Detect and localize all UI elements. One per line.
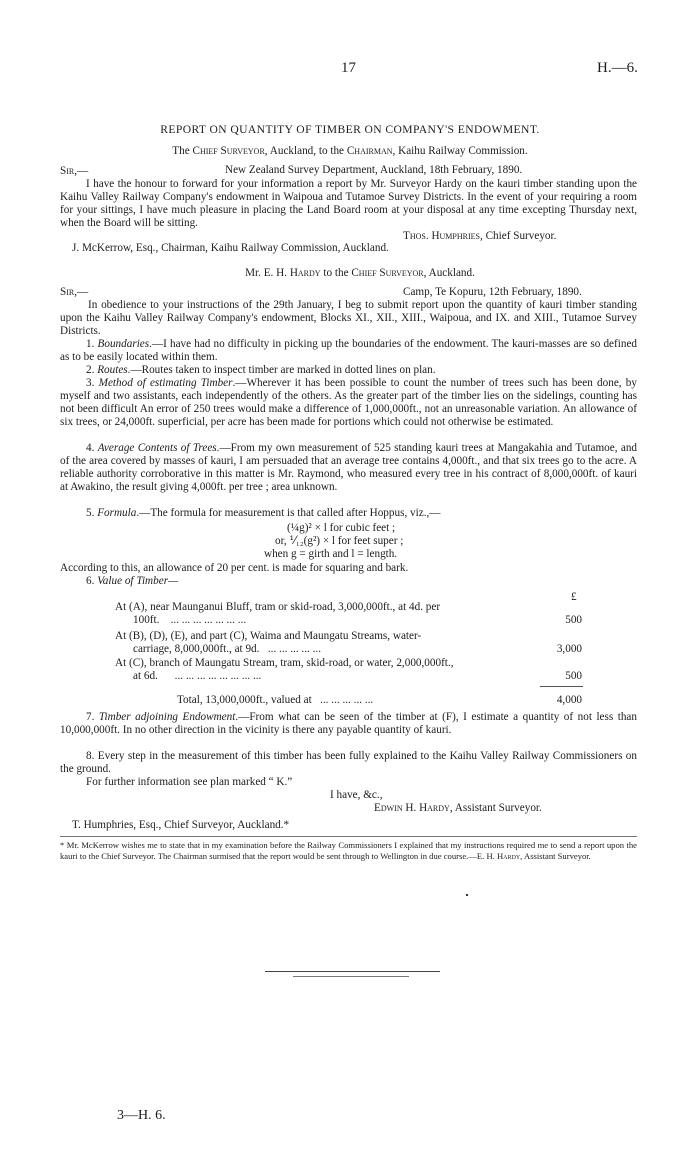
- value-item-b-line1: At (B), (D), (E), and part (C), Waima and Maungatu Streams, water-: [115, 630, 422, 642]
- footnote: * Mr. McKerrow wishes me to state that in my examination before the Railway Commissioners I explained that my instructions required me to send a report upon the kauri to the Chief Surveyor. The Chairman surmised that the report would be sent through to Wellington in due course.—E. H. Hardy, Assistant Surveyor.: [60, 840, 637, 861]
- value-item-a-line1: At (A), near Maunganui Bluff, tram or skid-road, 3,000,000ft., at 4d. per: [115, 601, 441, 613]
- letter2-dateline: Camp, Te Kopuru, 12th February, 1890.: [403, 286, 582, 298]
- page-number: 17: [341, 60, 356, 76]
- further-information: For further information see plan marked “ K.”: [86, 776, 293, 788]
- section-adjoining-timber: 7. Timber adjoining Endowment.—From what can be seen of the timber at (F), I estimate a quantity of not less than 10,000,000ft. In no other direction in the vicinity is there any payable quantity of kauri.: [60, 711, 637, 737]
- section-routes: 2. Routes.—Routes taken to inspect timber are marked in dotted lines on plan.: [86, 364, 436, 376]
- letter1-signature: Thos. Humphries, Chief Surveyor.: [403, 230, 557, 242]
- value-item-c-line1: At (C), branch of Maungatu Stream, tram, skid-road, or water, 2,000,000ft.,: [115, 657, 454, 669]
- report-intro: In obedience to your instructions of the 29th January, I beg to submit report upon the quantity of kauri timber standing upon the Kaihu Valley Railway Company's endowment, Blocks XI., XII., XIII., Waipoua, and IX. and XIII., Tutamoe Survey Districts.: [60, 299, 637, 338]
- formula-cubic: (¼g)² × l for cubic feet ;: [287, 522, 396, 534]
- letter1-dateline: New Zealand Survey Department, Auckland, 18th February, 1890.: [225, 164, 523, 176]
- value-total-amount: 4,000: [556, 694, 582, 706]
- section-average-contents: 4. Average Contents of Trees.—From my own measurement of 525 standing kauri trees at Mangakahia and Tutamoe, and of the area covered by masses of kauri, I am persuaded that an average tree contains 4,000ft., and that six trees go to the acre. A reliable authority corroborative in this matter is Mr. Raymond, who measured every tree in his contract of 8,000,000ft. of kauri at Awakino, the result giving 4,000ft. per tree ; area unknown.: [60, 442, 638, 494]
- sum-rule: [540, 686, 583, 687]
- section-boundaries: 1. Boundaries.—I have had no difficulty in picking up the boundaries of the endowment. The kauri-masses are so defined as to be easily located within them.: [60, 338, 637, 364]
- dot-leader: ... ... ... ... ...: [320, 694, 374, 706]
- dot-leader: ... ... ... ... ... ... ... ...: [174, 670, 262, 682]
- closing: I have, &c.,: [330, 789, 383, 801]
- section-explanation: 8. Every step in the measurement of this timber has been fully explained to the Kaihu Valley Railway Commissioners on the ground.: [60, 750, 637, 776]
- letter2-addressee: T. Humphries, Esq., Chief Surveyor, Auckland.*: [72, 819, 290, 831]
- letter1-heading: The Chief Surveyor, Auckland, to the Chairman, Kaihu Railway Commission.: [172, 145, 528, 157]
- letter2-signature: Edwin H. Hardy, Assistant Surveyor.: [374, 802, 542, 814]
- dot-leader: ... ... ... ... ...: [267, 643, 321, 655]
- section-value-of-timber: 6. Value of Timber—: [86, 575, 178, 587]
- letter1-salutation: Sir,—: [60, 165, 89, 177]
- footnote-rule: [60, 836, 637, 837]
- formula-definitions: when g = girth and l = length.: [264, 548, 398, 560]
- currency-symbol: £: [571, 591, 577, 603]
- report-title: REPORT ON QUANTITY OF TIMBER ON COMPANY'S ENDOWMENT.: [160, 123, 540, 136]
- closing-rule: [265, 971, 440, 972]
- allowance-note: According to this, an allowance of 20 per cent. is made for squaring and bark.: [60, 562, 409, 574]
- letter2-salutation: Sir,—: [60, 286, 89, 298]
- letter2-heading: Mr. E. H. Hardy to the Chief Surveyor, Auckland.: [245, 267, 475, 279]
- value-item-a-line2: 100ft. ... ... ... ... ... ... ...: [133, 614, 247, 626]
- value-item-b-amount: 3,000: [556, 643, 582, 655]
- document-reference: H.—6.: [597, 60, 638, 76]
- signature-mark: 3—H. 6.: [117, 1108, 166, 1123]
- value-item-b-line2: carriage, 8,000,000ft., at 9d. ... ... ... ... ...: [133, 643, 321, 655]
- formula-super: or, ⅟₁₂(g²) × l for feet super ;: [275, 535, 404, 547]
- closing-rule-short: [293, 976, 409, 977]
- letter1-body: I have the honour to forward for your information a report by Mr. Surveyor Hardy on the kauri timber standing upon the Kaihu Valley Railway Company's endowment in Waipoua and Tutamoe Survey Districts. In the event of your requiring a room for your sittings, I have much pleasure in placing the Land Board room at your disposal at any time excepting Thursday next, when the Board will be sitting.: [60, 178, 637, 230]
- letter1-addressee: J. McKerrow, Esq., Chairman, Kaihu Railway Commission, Auckland.: [72, 242, 389, 254]
- stray-dot: [466, 894, 468, 896]
- section-formula: 5. Formula.—The formula for measurement is that called after Hoppus, viz.,—: [86, 507, 441, 519]
- section-method: 3. Method of estimating Timber.—Wherever it has been possible to count the number of trees such has been done, by myself and two assistants, each independently of the others. As the greater part of the timber lies on the sidelings, counting has not been difficult An error of 250 trees would make a difference of 1,000,000ft., not an unreasonable variation. An allowance of six trees, or 24,000ft. superficial, per acre has been made for portions which could not otherwise be estimated.: [60, 377, 637, 429]
- value-item-c-amount: 500: [565, 670, 582, 682]
- dot-leader: ... ... ... ... ... ... ...: [170, 614, 247, 626]
- value-item-a-amount: 500: [565, 614, 582, 626]
- value-total-label: Total, 13,000,000ft., valued at ... ... ... ... ...: [177, 694, 374, 706]
- value-item-c-line2: at 6d. ... ... ... ... ... ... ... ...: [133, 670, 262, 682]
